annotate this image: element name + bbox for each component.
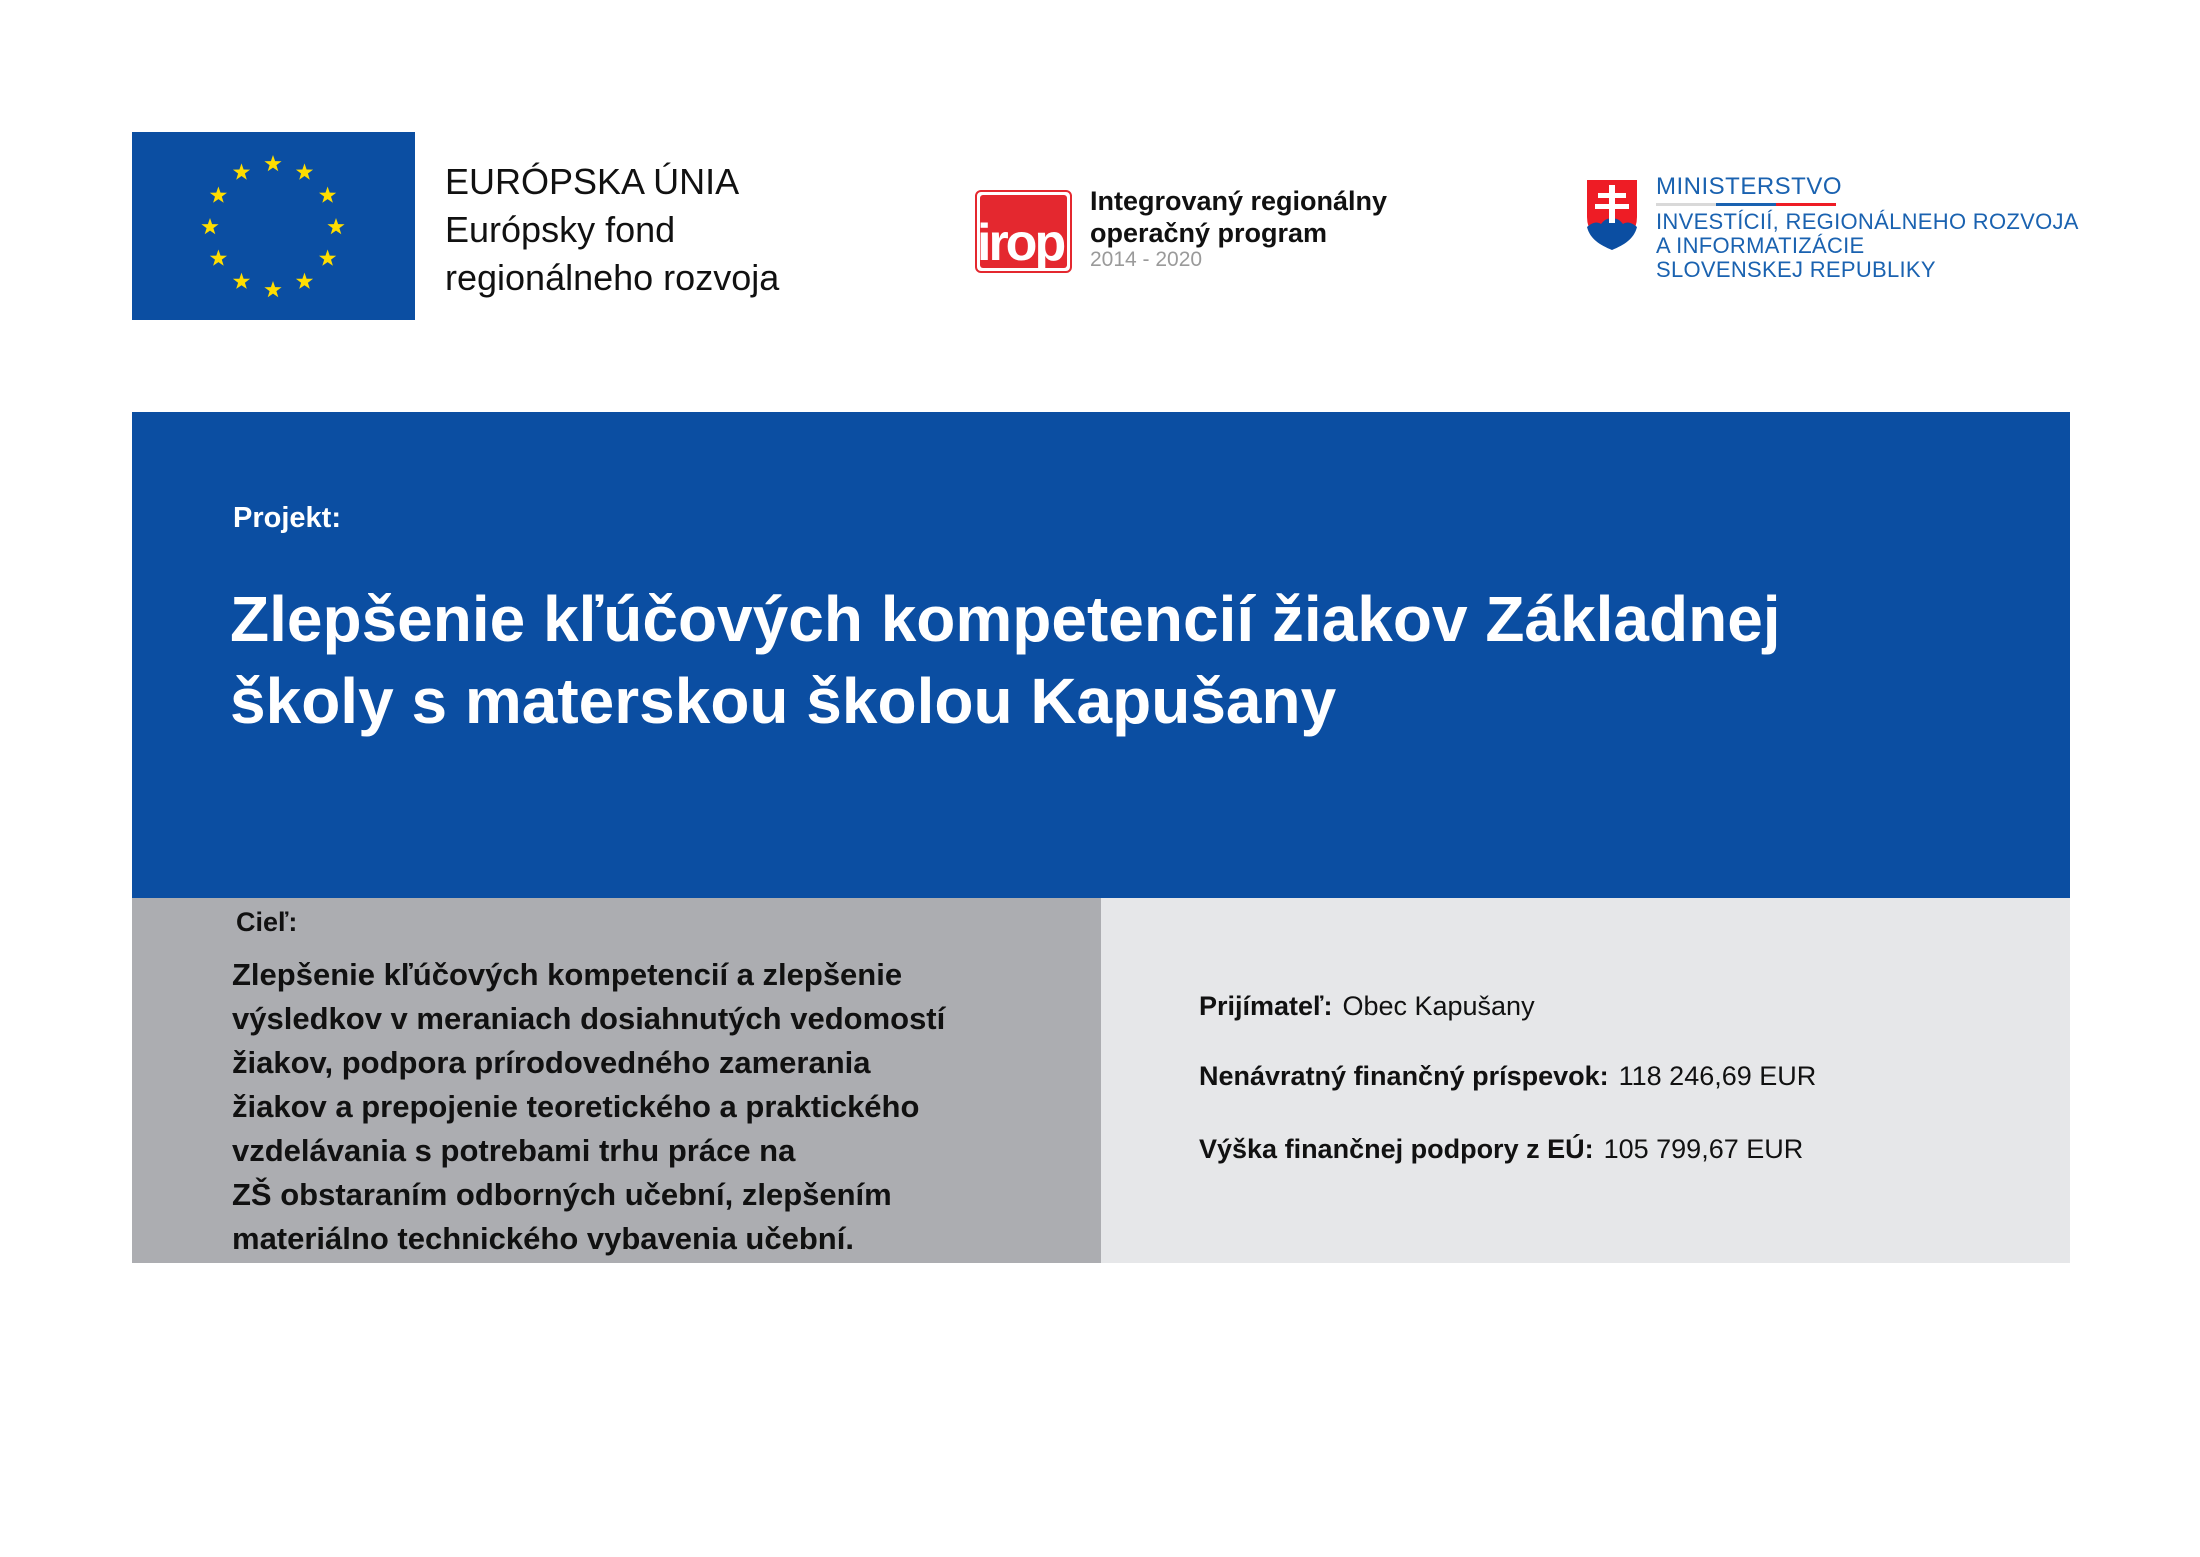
recipient-label: Prijímateľ: [1199, 991, 1333, 1021]
eu-support-row [1199, 1134, 1803, 1165]
svg-text:irop: irop [977, 214, 1064, 272]
goal-line: žiakov a prepojenie teoretického a praktického [232, 1089, 920, 1124]
ministry-line-1: INVESTÍCIÍ, REGIONÁLNEHO ROZVOJA [1656, 209, 2079, 234]
grant-row [1199, 1061, 1816, 1092]
goal-label: Cieľ: [236, 907, 298, 937]
irop-logo-icon [975, 190, 1072, 273]
recipient-row [1199, 991, 1535, 1022]
project-title-line-2: školy s materskou školou Kapušany [230, 665, 1337, 737]
goal-line: Zlepšenie kľúčových kompetencií a zlepšenie [232, 957, 903, 992]
grant-label: Nenávratný finančný príspevok: [1199, 1061, 1609, 1091]
eu-line-3: regionálneho rozvoja [445, 257, 780, 298]
eu-line-1: EURÓPSKA ÚNIA [445, 161, 740, 202]
goal-description [232, 953, 945, 1261]
eu-support-value: 105 799,67 EUR [1603, 1134, 1804, 1164]
goal-line: výsledkov v meraniach dosiahnutých vedomostí [232, 1001, 946, 1036]
ministry-line-2: A INFORMATIZÁCIE [1656, 233, 1865, 258]
project-label: Projekt: [233, 502, 341, 534]
recipient-value: Obec Kapušany [1342, 991, 1535, 1021]
project-title-line-1: Zlepšenie kľúčových kompetencií žiakov Základnej [230, 583, 1781, 655]
goal-line: vzdelávania s potrebami trhu práce na [232, 1133, 796, 1168]
irop-line-1: Integrovaný regionálny [1090, 186, 1388, 216]
goal-line: materiálno technického vybavenia učební. [232, 1221, 854, 1256]
eu-support-label: Výška finančnej podpory z EÚ: [1199, 1134, 1594, 1164]
goal-line: žiakov, podpora prírodovedného zamerania [232, 1045, 871, 1080]
eu-flag-icon [132, 132, 415, 320]
ministry-label [1656, 173, 2079, 282]
project-title [230, 578, 1781, 742]
tricolor-divider [1656, 203, 1836, 206]
irop-line-2: operačný program [1090, 218, 1328, 248]
eu-fund-label [445, 158, 779, 302]
eu-stars-icon [132, 132, 415, 320]
slovak-coat-of-arms-icon [1584, 177, 1640, 252]
ministry-line-3: SLOVENSKEJ REPUBLIKY [1656, 257, 1936, 282]
eu-line-2: Európsky fond [445, 209, 676, 250]
irop-years: 2014 - 2020 [1090, 248, 1203, 271]
goal-line: ZŠ obstaraním odborných učební, zlepšením [232, 1177, 892, 1212]
irop-program-label [1090, 185, 1387, 271]
ministry-head: MINISTERSTVO [1656, 173, 1843, 200]
grant-value: 118 246,69 EUR [1618, 1061, 1817, 1091]
